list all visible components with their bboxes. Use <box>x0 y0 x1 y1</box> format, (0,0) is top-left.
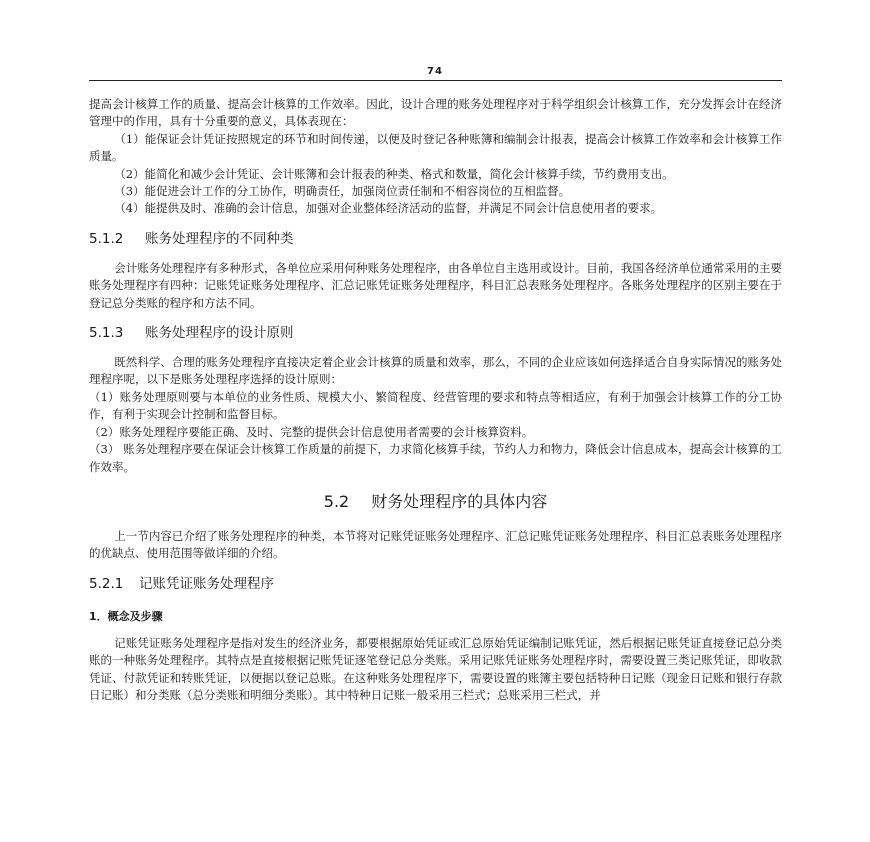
intro-paragraph: 提高会计核算工作的质量、提高会计核算的工作效率。因此，设计合理的账务处理程序对于科学组织会计核算工作，充分发挥会计在经济管理中的作用，具有十分重要的意义，具体表现在： <box>89 97 782 129</box>
principle-item-1: （1）账务处理原则要与本单位的业务性质、规模大小、繁简程度、经营管理的要求和特点等相适应，有利于加强会计核算工作的分工协作，有利于实现会计控制和监督目标。 <box>89 389 782 422</box>
section-number: 5.2.1 <box>89 575 124 592</box>
page-number: 74 <box>427 66 443 77</box>
section-title: 账务处理程序的不同种类 <box>145 230 294 247</box>
section-heading-5-2 <box>89 492 782 512</box>
header-rule <box>89 80 782 81</box>
page-body <box>89 96 782 704</box>
section-heading-5-2-1 <box>89 575 782 593</box>
section-title: 账务处理程序的设计原则 <box>145 325 294 342</box>
intro-item-4: （4）能提供及时、准确的会计信息，加强对企业整体经济活动的监督，并满足不同会计信息使用者的要求。 <box>114 201 663 216</box>
section-5-1-2-paragraph: 会计账务处理程序有多种形式，各单位应采用何种账务处理程序，由各单位自主选用或设计。目前，我国各经济单位通常采用的主要账务处理程序有四种：记账凭证账务处理程序、汇总记账凭证账务处理程序，科目汇总表账务处理程序。各账务处理程序的区别主要在于登记总分类账的程序和方法不同。 <box>89 260 782 310</box>
section-title: 财务处理程序的具体内容 <box>371 491 548 511</box>
section-number: 5.1.2 <box>89 230 124 247</box>
intro-item-1: （1）能保证会计凭证按照规定的环节和时间传递，以便及时登记各种账簿和编制会计报表，提高会计核算工作效率和会计核算工作质量。 <box>89 131 782 164</box>
intro-item-2: （2）能简化和减少会计凭证、会计账簿和会计报表的种类、格式和数量，简化会计核算手续，节约费用支出。 <box>114 166 674 181</box>
subheading-concept-steps: 1．概念及步骤 <box>89 609 163 623</box>
section-5-2-paragraph: 上一节内容已介绍了账务处理程序的种类，本节将对记账凭证账务处理程序、汇总记账凭证账务处理程序、科目汇总表账务处理程序的优缺点、使用范围等做详细的介绍。 <box>89 528 782 561</box>
principle-item-3: （3） 账务处理程序要在保证会计核算工作质量的前提下，力求简化核算手续，节约人力和物力，降低会计信息成本，提高会计核算的工作效率。 <box>89 442 782 474</box>
principle-item-2: （2）账务处理程序要能正确、及时、完整的提供会计信息使用者需要的会计核算资料。 <box>89 424 534 439</box>
section-heading-5-1-3 <box>89 324 782 342</box>
intro-item-3: （3）能促进会计工作的分工协作，明确责任，加强岗位责任制和不相容岗位的互相监督。 <box>114 184 571 199</box>
section-title: 记账凭证账务处理程序 <box>139 575 274 592</box>
section-heading-5-1-2 <box>89 230 782 248</box>
section-number: 5.2 <box>323 491 350 511</box>
section-5-1-3-paragraph: 既然科学、合理的账务处理程序直接决定着企业会计核算的质量和效率，那么，不同的企业应该如何选择适合自身实际情况的账务处理程序呢，以下是账务处理程序选择的设计原则： <box>89 355 782 387</box>
section-number: 5.1.3 <box>89 325 124 342</box>
section-5-2-1-paragraph: 记账凭证账务处理程序是指对发生的经济业务，都要根据原始凭证或汇总原始凭证编制记账凭证，然后根据记账凭证直接登记总分类账的一种账务处理程序。其特点是直接根据记账凭证逐笔登记总分类账。采用记账凭证账务处理程序时，需要设置三类记账凭证，即收款凭证、付款凭证和转账凭证，以便据以登记总账。在这种账务处理程序下，需要设置的账簿主要包括特种日记账（现金日记账和银行存款日记账）和分类账（总分类账和明细分类账）。其中特种日记账一般采用三栏式；总账采用三栏式，并 <box>89 635 782 702</box>
